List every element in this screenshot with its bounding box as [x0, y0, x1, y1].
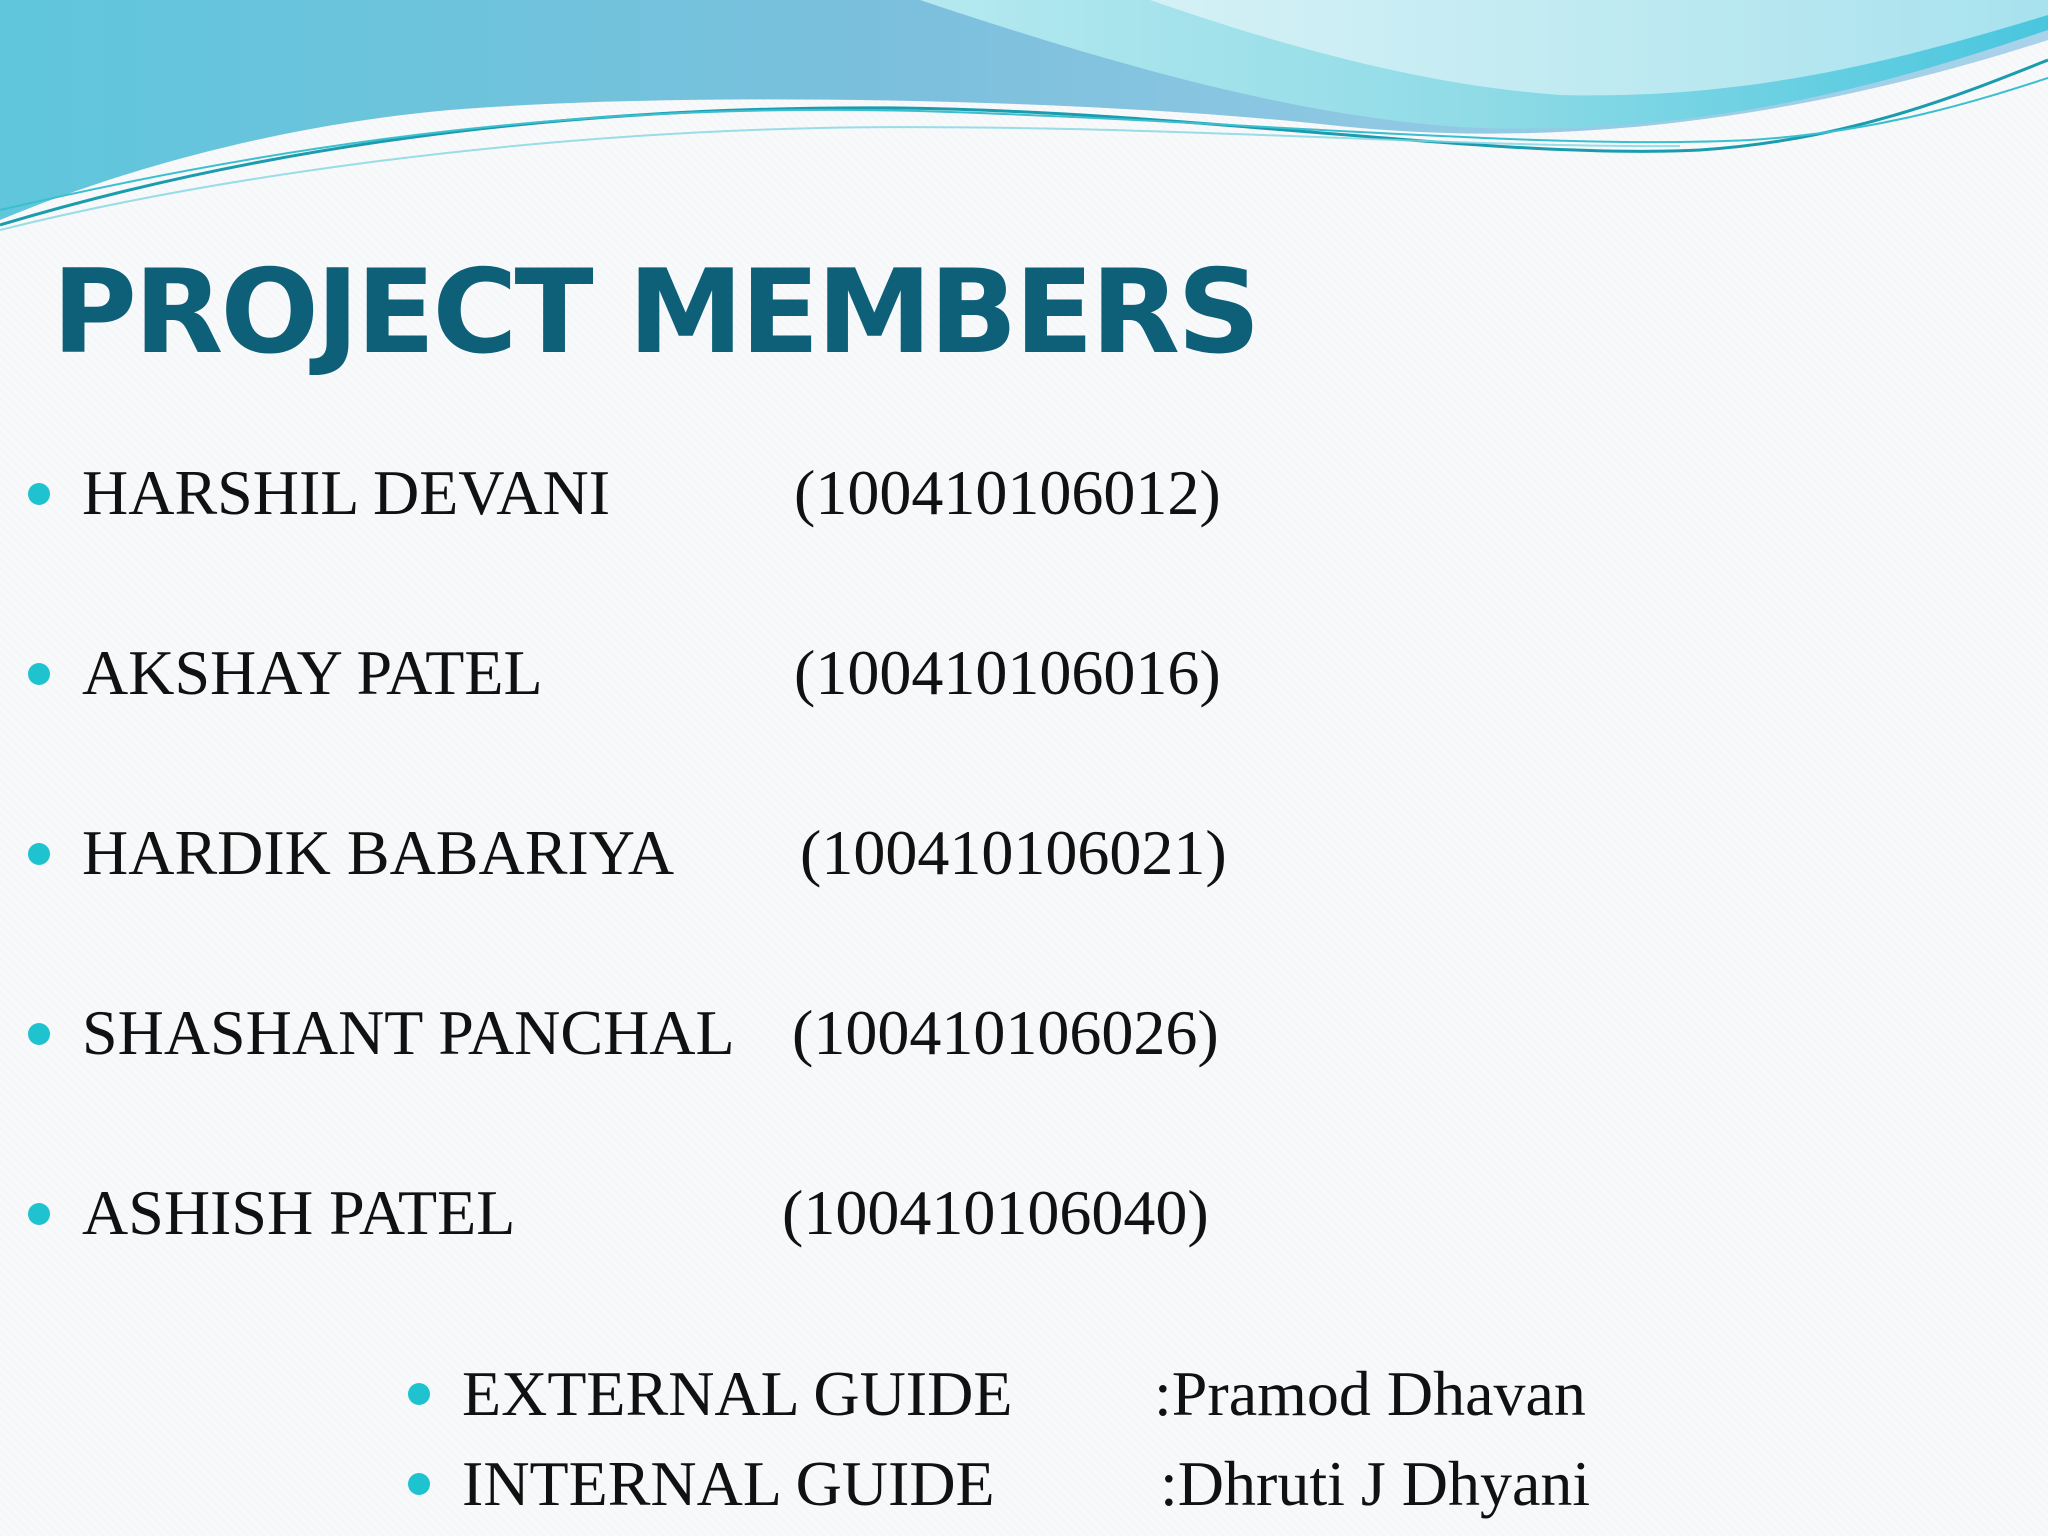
guide-role: INTERNAL GUIDE: [462, 1448, 995, 1519]
member-item: [0, 988, 1400, 1078]
member-name: ASHISH PATEL: [82, 1177, 516, 1248]
guide-name: :Dhruti J Dhyani: [1160, 1448, 1591, 1519]
member-item: [0, 628, 1400, 718]
bullet-icon: [408, 1383, 430, 1405]
bullet-icon: [28, 843, 50, 865]
member-item: [0, 808, 1400, 898]
member-item: [0, 448, 1400, 538]
member-id: (100410106021): [800, 817, 1227, 888]
guide-item: [400, 1352, 1700, 1436]
guide-name: :Pramod Dhavan: [1154, 1358, 1586, 1429]
decorative-wave-header: [0, 0, 2048, 240]
guide-role: EXTERNAL GUIDE: [462, 1358, 1013, 1429]
bullet-icon: [408, 1473, 430, 1495]
member-name: HARSHIL DEVANI: [82, 457, 610, 528]
member-id: (100410106012): [794, 457, 1221, 528]
member-id: (100410106026): [792, 997, 1219, 1068]
bullet-icon: [28, 1203, 50, 1225]
bullet-icon: [28, 483, 50, 505]
member-id: (100410106016): [794, 637, 1221, 708]
guide-item: [400, 1442, 1700, 1526]
member-name: HARDIK BABARIYA: [82, 817, 675, 888]
slide-title: PROJECT MEMBERS: [52, 245, 1258, 380]
member-id: (100410106040): [782, 1177, 1209, 1248]
member-name: SHASHANT PANCHAL: [82, 997, 735, 1068]
member-name: AKSHAY PATEL: [82, 637, 543, 708]
member-item: [0, 1168, 1400, 1258]
bullet-icon: [28, 1023, 50, 1045]
bullet-icon: [28, 663, 50, 685]
